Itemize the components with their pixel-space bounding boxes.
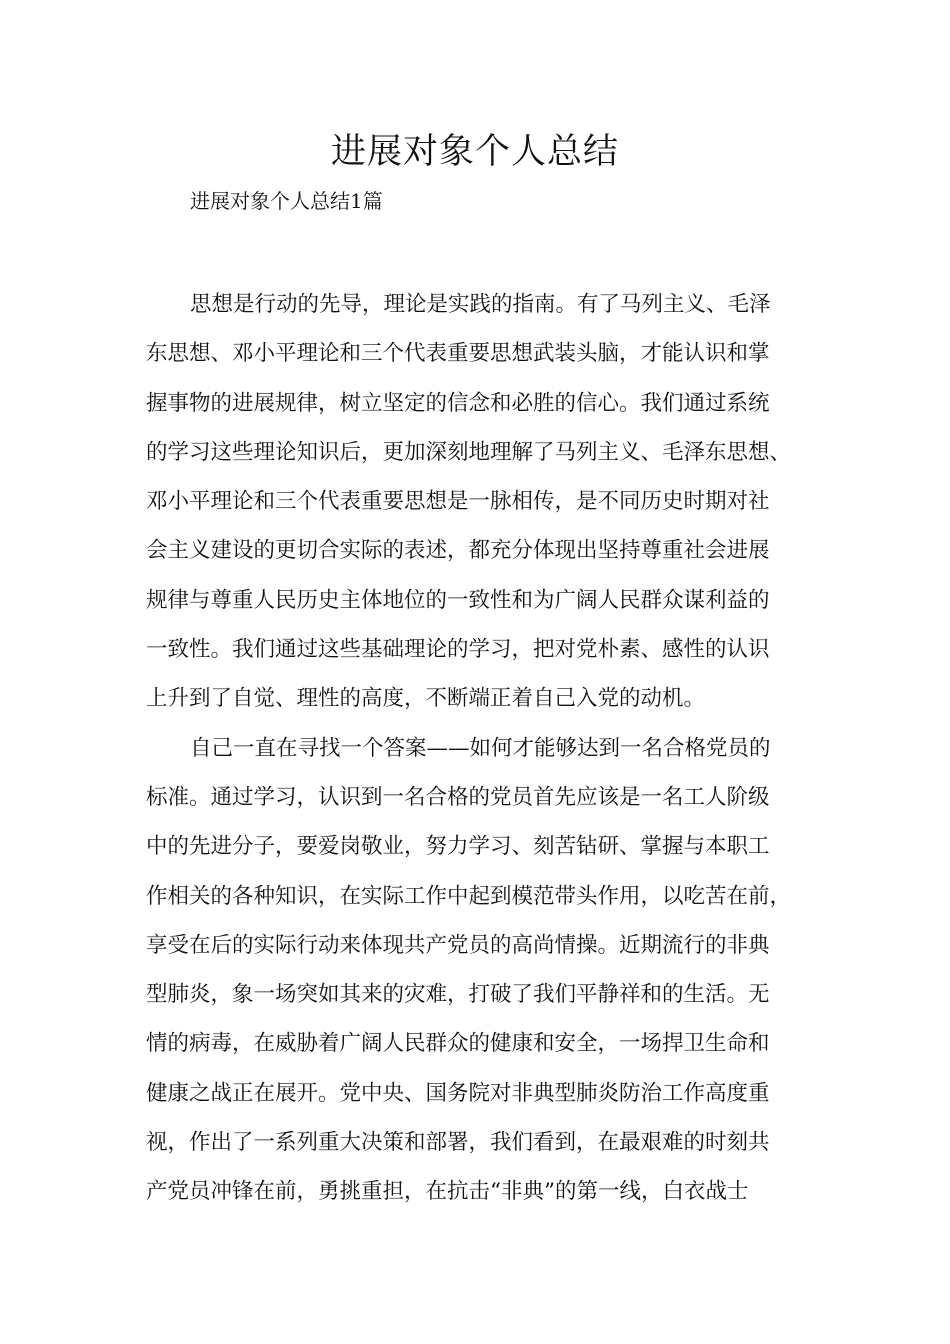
text-line: 一致性。我们通过这些基础理论的学习，把对党朴素、感性的认识 bbox=[146, 637, 770, 663]
text-line: 视，作出了一系列重大决策和部署，我们看到，在最艰难的时刻共 bbox=[146, 1130, 770, 1156]
text-line: 思想是行动的先导，理论是实践的指南。有了马列主义、毛泽 bbox=[190, 292, 771, 317]
paragraph bbox=[146, 280, 826, 724]
text-line: 握事物的进展规律，树立坚定的信念和必胜的信心。我们通过系统 bbox=[146, 390, 770, 416]
text-line: 产党员冲锋在前，勇挑重担，在抗击“非典”的第一线，白衣战士 bbox=[146, 1179, 749, 1205]
text-line: 享受在后的实际行动来体现共产党员的高尚情操。近期流行的非典 bbox=[146, 932, 770, 958]
text-line: 邓小平理论和三个代表重要思想是一脉相传，是不同历史时期对社 bbox=[146, 489, 770, 515]
text-line: 标准。通过学习，认识到一名合格的党员首先应该是一名工人阶级 bbox=[146, 784, 770, 810]
text-line: 情的病毒，在威胁着广阔人民群众的健康和安全，一场捍卫生命和 bbox=[146, 1031, 770, 1057]
text-line: 中的先进分子，要爱岗敬业，努力学习、刻苦钻研、掌握与本职工 bbox=[146, 834, 770, 860]
text-line: 会主义建设的更切合实际的表述，都充分体现出坚持尊重社会进展 bbox=[146, 538, 770, 564]
document-subtitle: 进展对象个人总结1篇 bbox=[190, 189, 383, 213]
document-body bbox=[146, 280, 826, 1217]
paragraph bbox=[146, 724, 826, 1217]
text-line: 作相关的各种知识，在实际工作中起到模范带头作用，以吃苦在前， bbox=[146, 883, 792, 909]
document-title: 进展对象个人总结 bbox=[330, 132, 619, 172]
text-line: 健康之战正在展开。党中央、国务院对非典型肺炎防治工作高度重 bbox=[146, 1080, 770, 1106]
text-line: 型肺炎，象一场突如其来的灾难，打破了我们平静祥和的生活。无 bbox=[146, 982, 770, 1008]
text-line: 规律与尊重人民历史主体地位的一致性和为广阔人民群众谋利益的 bbox=[146, 587, 770, 613]
text-line: 的学习这些理论知识后，更加深刻地理解了马列主义、毛泽东思想、 bbox=[146, 439, 792, 465]
text-line: 上升到了自觉、理性的高度，不断端正着自己入党的动机。 bbox=[146, 686, 706, 712]
text-line: 东思想、邓小平理论和三个代表重要思想武装头脑，才能认识和掌 bbox=[146, 341, 770, 367]
text-line: 自己一直在寻找一个答案——如何才能够达到一名合格党员的 bbox=[190, 735, 771, 761]
